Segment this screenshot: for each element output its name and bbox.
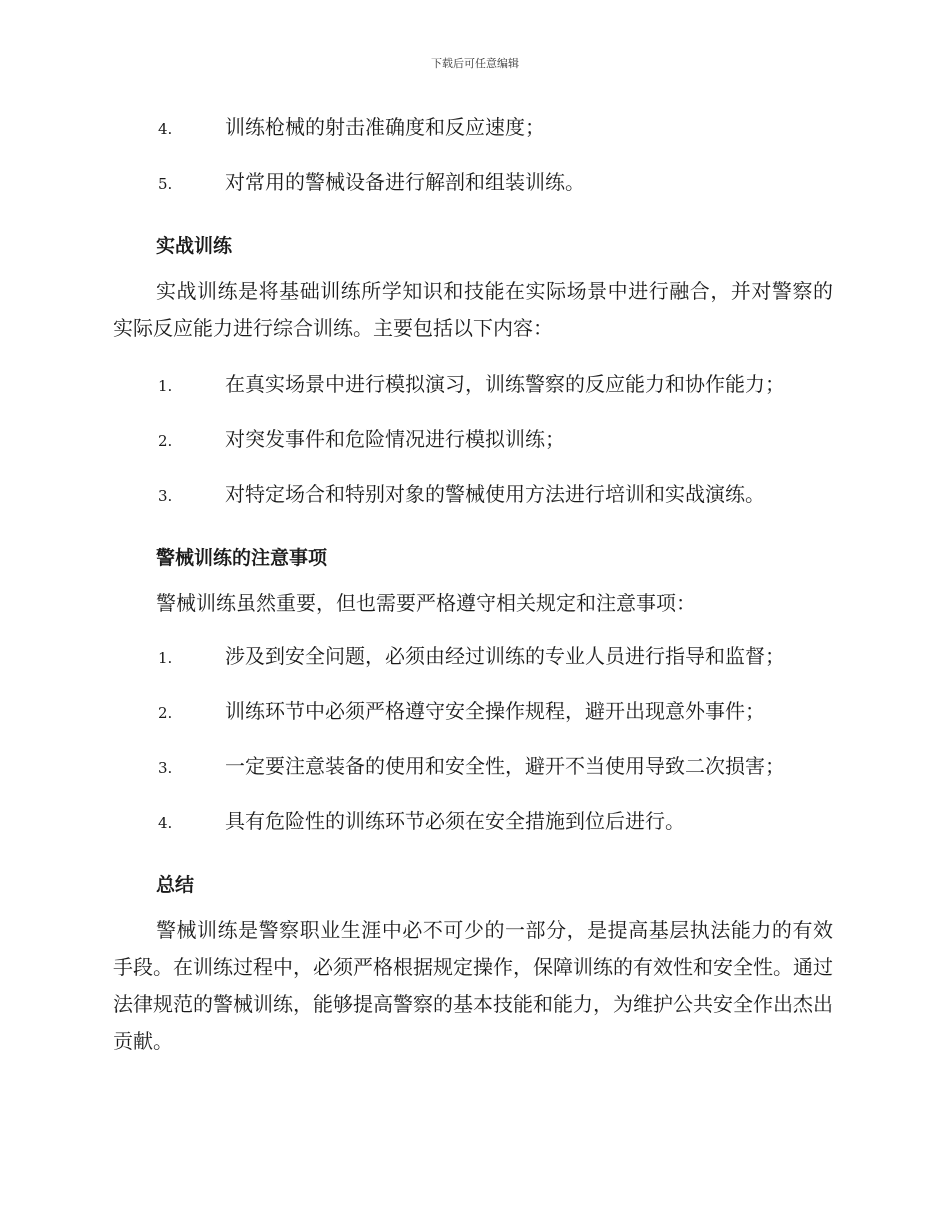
list-number: 3. <box>158 759 173 777</box>
list-text: 对特定场合和特别对象的警械使用方法进行培训和实战演练。 <box>225 482 765 506</box>
list-text: 对常用的警械设备进行解剖和组装训练。 <box>225 170 585 194</box>
list-item <box>113 420 833 475</box>
list-item <box>113 365 833 420</box>
list-item <box>113 163 833 218</box>
list-text: 一定要注意装备的使用和安全性，避开不当使用导致二次损害； <box>225 754 785 778</box>
paragraph-summary: 警械训练是警察职业生涯中必不可少的一部分，是提高基层执法能力的有效手段。在训练过程中，必须严格根据规定操作，保障训练的有效性和安全性。通过法律规范的警械训练，能够提高警察的基本技能和能力，为维护公共安全作出杰出贡献。 <box>113 918 833 1053</box>
list-item <box>113 475 833 530</box>
list-number: 4. <box>158 120 173 138</box>
list-text: 训练枪械的射击准确度和反应速度； <box>225 115 545 139</box>
paragraph-combat-intro: 实战训练是将基础训练所学知识和技能在实际场景中进行融合，并对警察的实际反应能力进行综合训练。主要包括以下内容： <box>113 279 833 340</box>
list-number: 5. <box>158 175 173 193</box>
list-number: 2. <box>158 704 173 722</box>
paragraph-notes-intro: 警械训练虽然重要，但也需要严格遵守相关规定和注意事项： <box>156 591 696 615</box>
section-heading-summary: 总结 <box>156 873 195 896</box>
list-number: 1. <box>158 377 173 395</box>
list-item <box>113 747 833 802</box>
list-item <box>113 802 833 857</box>
list-text: 对突发事件和危险情况进行模拟训练； <box>225 427 565 451</box>
list-number: 2. <box>158 432 173 450</box>
list-item <box>113 108 833 163</box>
list-number: 3. <box>158 487 173 505</box>
list-text: 具有危险性的训练环节必须在安全措施到位后进行。 <box>225 809 685 833</box>
list-number: 1. <box>158 649 173 667</box>
list-text: 训练环节中必须严格遵守安全操作规程，避开出现意外事件； <box>225 699 765 723</box>
header-note: 下载后可任意编辑 <box>431 57 519 70</box>
document-content <box>113 108 833 1078</box>
section-heading-notes: 警械训练的注意事项 <box>156 546 328 569</box>
list-number: 4. <box>158 814 173 832</box>
list-text: 在真实场景中进行模拟演习，训练警察的反应能力和协作能力； <box>225 372 785 396</box>
list-text: 涉及到安全问题，必须由经过训练的专业人员进行指导和监督； <box>225 644 785 668</box>
list-item <box>113 637 833 692</box>
list-item <box>113 692 833 747</box>
section-heading-combat: 实战训练 <box>156 234 233 257</box>
